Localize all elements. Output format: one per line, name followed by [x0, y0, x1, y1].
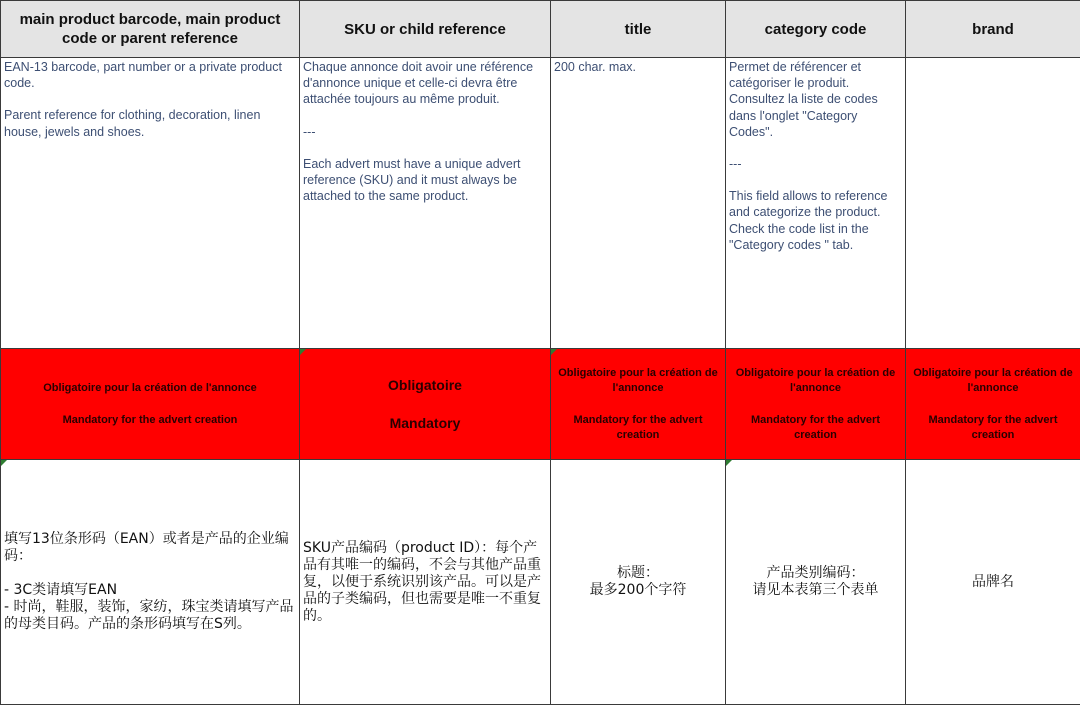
requirement-row [1, 349, 1080, 460]
chinese-cell-brand[interactable] [906, 460, 1080, 705]
header-cell-title[interactable]: title [551, 1, 726, 58]
header-cell-sku[interactable]: SKU or child reference [300, 1, 551, 58]
cell-comment-marker [551, 349, 557, 355]
chinese-row [1, 460, 1080, 705]
chinese-cell-sku[interactable] [300, 460, 551, 705]
chinese-text: 品牌名 [972, 573, 1014, 590]
chinese-cell-category-code[interactable] [726, 460, 906, 705]
description-text-en: Each advert must have a unique advert reference (SKU) and it must always be attached to the same product. [303, 156, 521, 204]
requirement-text-en: Mandatory for the advert creation [62, 413, 238, 426]
requirement-cell-sku[interactable] [300, 349, 551, 460]
requirement-text-fr: Obligatoire pour la création de l'annonce [735, 366, 896, 394]
requirement-cell-brand[interactable] [906, 349, 1080, 460]
description-text-fr: Chaque annonce doit avoir une référence d'annonce unique et celle-ci devra être attachée toujours au même produit. [303, 60, 534, 107]
requirement-cell-category-code[interactable] [726, 349, 906, 460]
header-cell-main-product-barcode[interactable]: main product barcode, main product code or parent reference [1, 1, 300, 58]
requirement-text-en: Mandatory for the advert creation [573, 413, 703, 441]
cell-comment-marker [1, 460, 7, 466]
description-separator: --- [729, 157, 742, 172]
cell-comment-marker [300, 349, 306, 355]
description-cell-brand[interactable] [906, 58, 1080, 349]
requirement-cell-main-product-barcode[interactable] [1, 349, 300, 460]
description-separator: --- [303, 124, 316, 139]
description-text-en: This field allows to reference and categorize the product. Check the code list in the "Category codes " tab. [729, 189, 888, 252]
chinese-cell-title[interactable] [551, 460, 726, 705]
chinese-text: - 时尚，鞋服，装饰，家纺，珠宝类请填写产品的母类目码。产品的条形码填写在S列。 [4, 599, 294, 632]
header-row [1, 1, 1080, 58]
description-text: 200 char. max. [554, 60, 636, 74]
description-text: EAN-13 barcode, part number or a private product code. [4, 60, 282, 91]
requirement-text-en: Mandatory for the advert creation [751, 413, 880, 441]
description-cell-title[interactable] [551, 58, 726, 349]
description-cell-sku[interactable] [300, 58, 551, 349]
cell-comment-marker [726, 460, 732, 466]
chinese-text: 请见本表第三个表单 [752, 582, 879, 598]
chinese-text: 最多200个字符 [589, 582, 687, 598]
description-cell-category-code[interactable] [726, 58, 906, 349]
description-cell-main-product-barcode[interactable] [1, 58, 300, 349]
requirement-text-fr: Obligatoire pour la création de l'annonce [558, 366, 718, 394]
requirement-text-en: Mandatory for the advert creation [928, 413, 1058, 441]
requirement-text-fr: Obligatoire [388, 376, 462, 393]
description-text: Parent reference for clothing, decoration, linen house, jewels and shoes. [4, 108, 261, 139]
description-text-fr: Permet de référencer et catégoriser le produit. Consultez la liste de codes dans l'onglet "Category Codes". [729, 60, 878, 139]
description-row [1, 58, 1080, 349]
chinese-cell-main-product-barcode[interactable] [1, 460, 300, 705]
requirement-text-fr: Obligatoire pour la création de l'annonce [913, 366, 1073, 394]
chinese-text: - 3C类请填写EAN [4, 582, 118, 598]
requirement-text-en: Mandatory [389, 414, 461, 431]
requirement-text-fr: Obligatoire pour la création de l'annonce [43, 381, 257, 394]
header-cell-category-code[interactable]: category code [726, 1, 906, 58]
chinese-text: SKU产品编码（product ID）：每个产品有其唯一的编码，不会与其他产品重复，以便于系统识别该产品。可以是产品的子类编码，但也需要是唯一不重复的。 [303, 539, 541, 624]
chinese-text: 标题： [617, 565, 659, 581]
chinese-text: 填写13位条形码（EAN）或者是产品的企业编码： [4, 531, 289, 564]
chinese-text: 产品类别编码： [766, 565, 865, 581]
header-cell-brand[interactable]: brand [906, 1, 1080, 58]
requirement-cell-title[interactable] [551, 349, 726, 460]
